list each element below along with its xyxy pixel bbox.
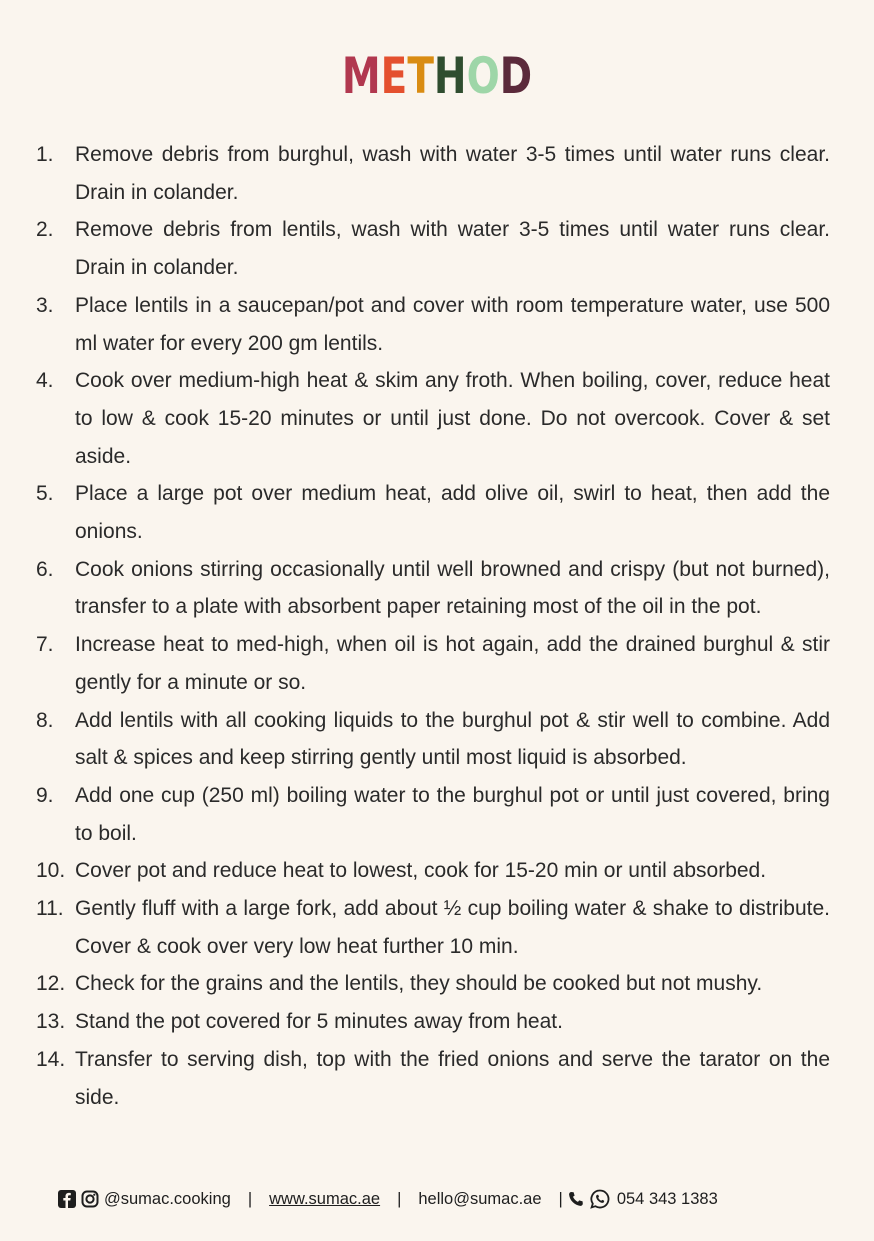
instagram-icon[interactable]	[81, 1190, 99, 1208]
step-text: Add lentils with all cooking liquids to the burghul pot & stir well to combine. Add salt & spices and keep stirring gently until most liquid is absorbed.	[75, 708, 830, 770]
step-number: 2.	[36, 218, 54, 242]
step-number: 8.	[36, 708, 54, 732]
step-text: Check for the grains and the lentils, they should be cooked but not mushy.	[75, 972, 763, 996]
step-number: 10.	[36, 859, 66, 883]
step-text: Cook over medium-high heat & skim any froth. When boiling, cover, reduce heat to low & cook 15-20 minutes or until just done. Do not overcook. Cover & set aside.	[75, 369, 830, 468]
step-number: 14.	[36, 1047, 66, 1071]
separator: |	[247, 1190, 253, 1208]
step-text: Cover pot and reduce heat to lowest, cook for 15-20 min or until absorbed.	[75, 859, 767, 883]
contact-footer	[58, 1186, 718, 1212]
step-number: 4.	[36, 369, 54, 393]
phone-number[interactable]: 054 343 1383	[616, 1190, 718, 1208]
list-item	[36, 777, 830, 852]
step-text: Add one cup (250 ml) boiling water to the burghul pot or until just covered, bring to boil.	[75, 783, 830, 845]
whatsapp-icon	[590, 1189, 610, 1209]
step-number: 13.	[36, 1010, 66, 1034]
list-item	[36, 1003, 830, 1041]
list-item	[36, 852, 830, 890]
website-link[interactable]: www.sumac.ae	[269, 1190, 381, 1208]
step-number: 3.	[36, 293, 54, 317]
step-text: Cook onions stirring occasionally until well browned and crispy (but not burned), transfer to a plate with absorbent paper retaining most of the oil in the pot.	[75, 557, 830, 619]
social-handle: @sumac.cooking	[104, 1190, 231, 1208]
step-number: 6.	[36, 557, 54, 581]
title-letter: D	[499, 47, 533, 105]
facebook-icon[interactable]	[58, 1190, 76, 1208]
separator: |	[397, 1190, 402, 1208]
step-number: 11.	[36, 897, 64, 921]
step-number: 9.	[36, 783, 54, 807]
title-letter: M	[341, 47, 381, 105]
separator: |	[558, 1190, 563, 1208]
step-text: Remove debris from lentils, wash with water 3-5 times until water runs clear. Drain in colander.	[75, 218, 830, 280]
step-text: Place a large pot over medium heat, add olive oil, swirl to heat, then add the onions.	[75, 482, 830, 544]
step-text: Stand the pot covered for 5 minutes away from heat.	[75, 1010, 563, 1034]
phone-icon	[567, 1190, 585, 1208]
title-letter: T	[407, 47, 434, 105]
title-letter: E	[380, 47, 408, 105]
step-text: Remove debris from burghul, wash with water 3-5 times until water runs clear. Drain in colander.	[75, 143, 830, 204]
list-item	[36, 136, 830, 211]
list-item	[36, 1041, 830, 1116]
title-letter: H	[433, 47, 467, 105]
page-title	[96, 46, 778, 106]
list-item	[36, 702, 830, 777]
email-link[interactable]: hello@sumac.ae	[418, 1190, 542, 1208]
list-item	[36, 362, 830, 475]
list-item	[36, 965, 830, 1003]
step-text: Increase heat to med-high, when oil is hot again, add the drained burghul & stir gently for a minute or so.	[75, 633, 830, 694]
step-number: 12.	[36, 972, 66, 996]
list-item	[36, 475, 830, 550]
step-text: Transfer to serving dish, top with the fried onions and serve the tarator on the side.	[75, 1047, 830, 1109]
list-item	[36, 287, 830, 362]
list-item	[36, 211, 830, 286]
title-letter: O	[466, 47, 500, 105]
step-text: Gently fluff with a large fork, add about ½ cup boiling water & shake to distribute. Cover & cook over very low heat further 10 min.	[75, 897, 830, 958]
step-number: 7.	[36, 633, 54, 657]
method-steps-list	[36, 136, 830, 1116]
list-item	[36, 626, 830, 701]
step-number: 5.	[36, 482, 54, 506]
list-item	[36, 551, 830, 626]
step-text: Place lentils in a saucepan/pot and cover with room temperature water, use 500 ml water for every 200 gm lentils.	[75, 293, 830, 355]
step-number: 1.	[36, 143, 54, 166]
list-item	[36, 890, 830, 965]
